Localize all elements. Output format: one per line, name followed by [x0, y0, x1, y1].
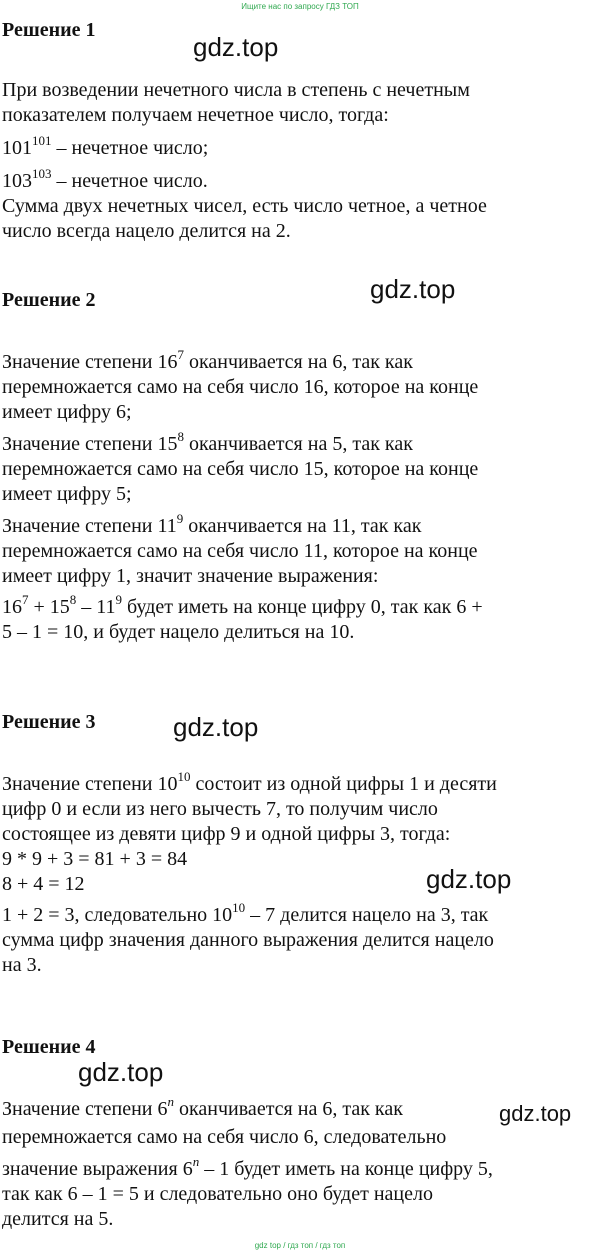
exponent: 103 — [32, 166, 52, 181]
text-line: перемножается само на себя число 11, которое на конце — [2, 540, 478, 562]
exponent: 10 — [177, 769, 191, 784]
exponent: 101 — [32, 133, 52, 148]
text-line: имеет цифру 1, значит значение выражения: — [2, 565, 379, 587]
solution-1-heading: Решение 1 — [2, 19, 96, 41]
text-line: имеет цифру 5; — [2, 483, 132, 505]
exponent: 9 — [176, 511, 184, 526]
text-line: перемножается само на себя число 15, которое на конце — [2, 458, 479, 480]
solution-2-text — [2, 347, 598, 645]
solution-2-heading: Решение 2 — [2, 289, 96, 311]
footer-links: gdz top / гдз топ / гдз топ — [254, 1241, 346, 1250]
text-line: $16^7 + 15^8 - 11^9$ будет иметь на конце цифру 0, так как 6 + — [2, 592, 483, 618]
text-line: 5 – 1 = 10, и будет нацело делиться на 10. — [2, 621, 355, 643]
exponent: 7 — [22, 592, 29, 607]
exponent: 10 — [232, 900, 246, 915]
text-line: Значение степени $11^9$ оканчивается на 11, так как — [2, 511, 422, 537]
text-line: показателем получаем нечетное число, тогда: — [2, 104, 389, 126]
text-line: перемножается само на себя число 6, следовательно — [2, 1126, 447, 1148]
watermark: gdz.top — [78, 1057, 164, 1087]
text-line: цифр 0 и если из него вычесть 7, то получим число — [2, 798, 438, 820]
text-line: 9 * 9 + 3 = 81 + 3 = 84 — [2, 848, 188, 870]
solution-4-text — [2, 1094, 598, 1232]
text-line: значение выражения 6$^n$ – 1 будет иметь на конце цифру 5, — [2, 1154, 493, 1180]
text-line: число всегда нацело делится на 2. — [2, 220, 291, 242]
text-line: $103^{103}$ – нечетное число. — [2, 166, 208, 192]
text-line: Значение степени 6$^n$ оканчивается на 6, так как — [2, 1094, 403, 1120]
solution-4-heading: Решение 4 — [2, 1036, 96, 1058]
watermark: gdz.top — [193, 32, 279, 62]
solution-3-heading: Решение 3 — [2, 711, 96, 733]
text-line: Значение степени $16^7$ оканчивается на 6, так как — [2, 347, 413, 373]
solution-1-text — [2, 78, 598, 244]
text-line: 8 + 4 = 12 — [2, 873, 85, 895]
exponent: 9 — [115, 592, 123, 607]
exponent: n — [192, 1154, 200, 1169]
watermark: gdz.top — [499, 1101, 572, 1126]
text-line: Значение степени $10^{10}$ состоит из одной цифры 1 и десяти — [2, 769, 497, 795]
watermark: gdz.top — [173, 712, 259, 742]
text-line: состоящее из девяти цифр 9 и одной цифры 3, тогда: — [2, 823, 451, 845]
text-line: При возведении нечетного числа в степень с нечетным — [2, 79, 470, 101]
watermark: gdz.top — [426, 864, 512, 894]
exponent: n — [167, 1094, 174, 1109]
watermark: gdz.top — [370, 274, 456, 304]
text-line: Значение степени $15^8$ оканчивается на 5, так как — [2, 429, 413, 455]
text-line: делится на 5. — [2, 1208, 114, 1230]
text-line: Сумма двух нечетных чисел, есть число четное, а четное — [2, 195, 487, 217]
exponent: 8 — [69, 592, 77, 607]
exponent: 7 — [177, 347, 184, 362]
text-line: так как 6 – 1 = 5 и следовательно оно будет нацело — [2, 1183, 433, 1205]
text-line: сумма цифр значения данного выражения делится нацело — [2, 929, 494, 951]
text-line: $101^{101}$ – нечетное число; — [2, 133, 209, 159]
text-line: 1 + 2 = 3, следовательно $10^{10} - 7$ делится нацело на 3, так — [2, 900, 489, 926]
text-line: перемножается само на себя число 16, которое на конце — [2, 376, 479, 398]
text-line: на 3. — [2, 954, 42, 976]
text-line: имеет цифру 6; — [2, 401, 132, 423]
exponent: 8 — [177, 429, 184, 444]
top-banner: Ищите нас по запросу ГДЗ ТОП — [241, 2, 359, 11]
